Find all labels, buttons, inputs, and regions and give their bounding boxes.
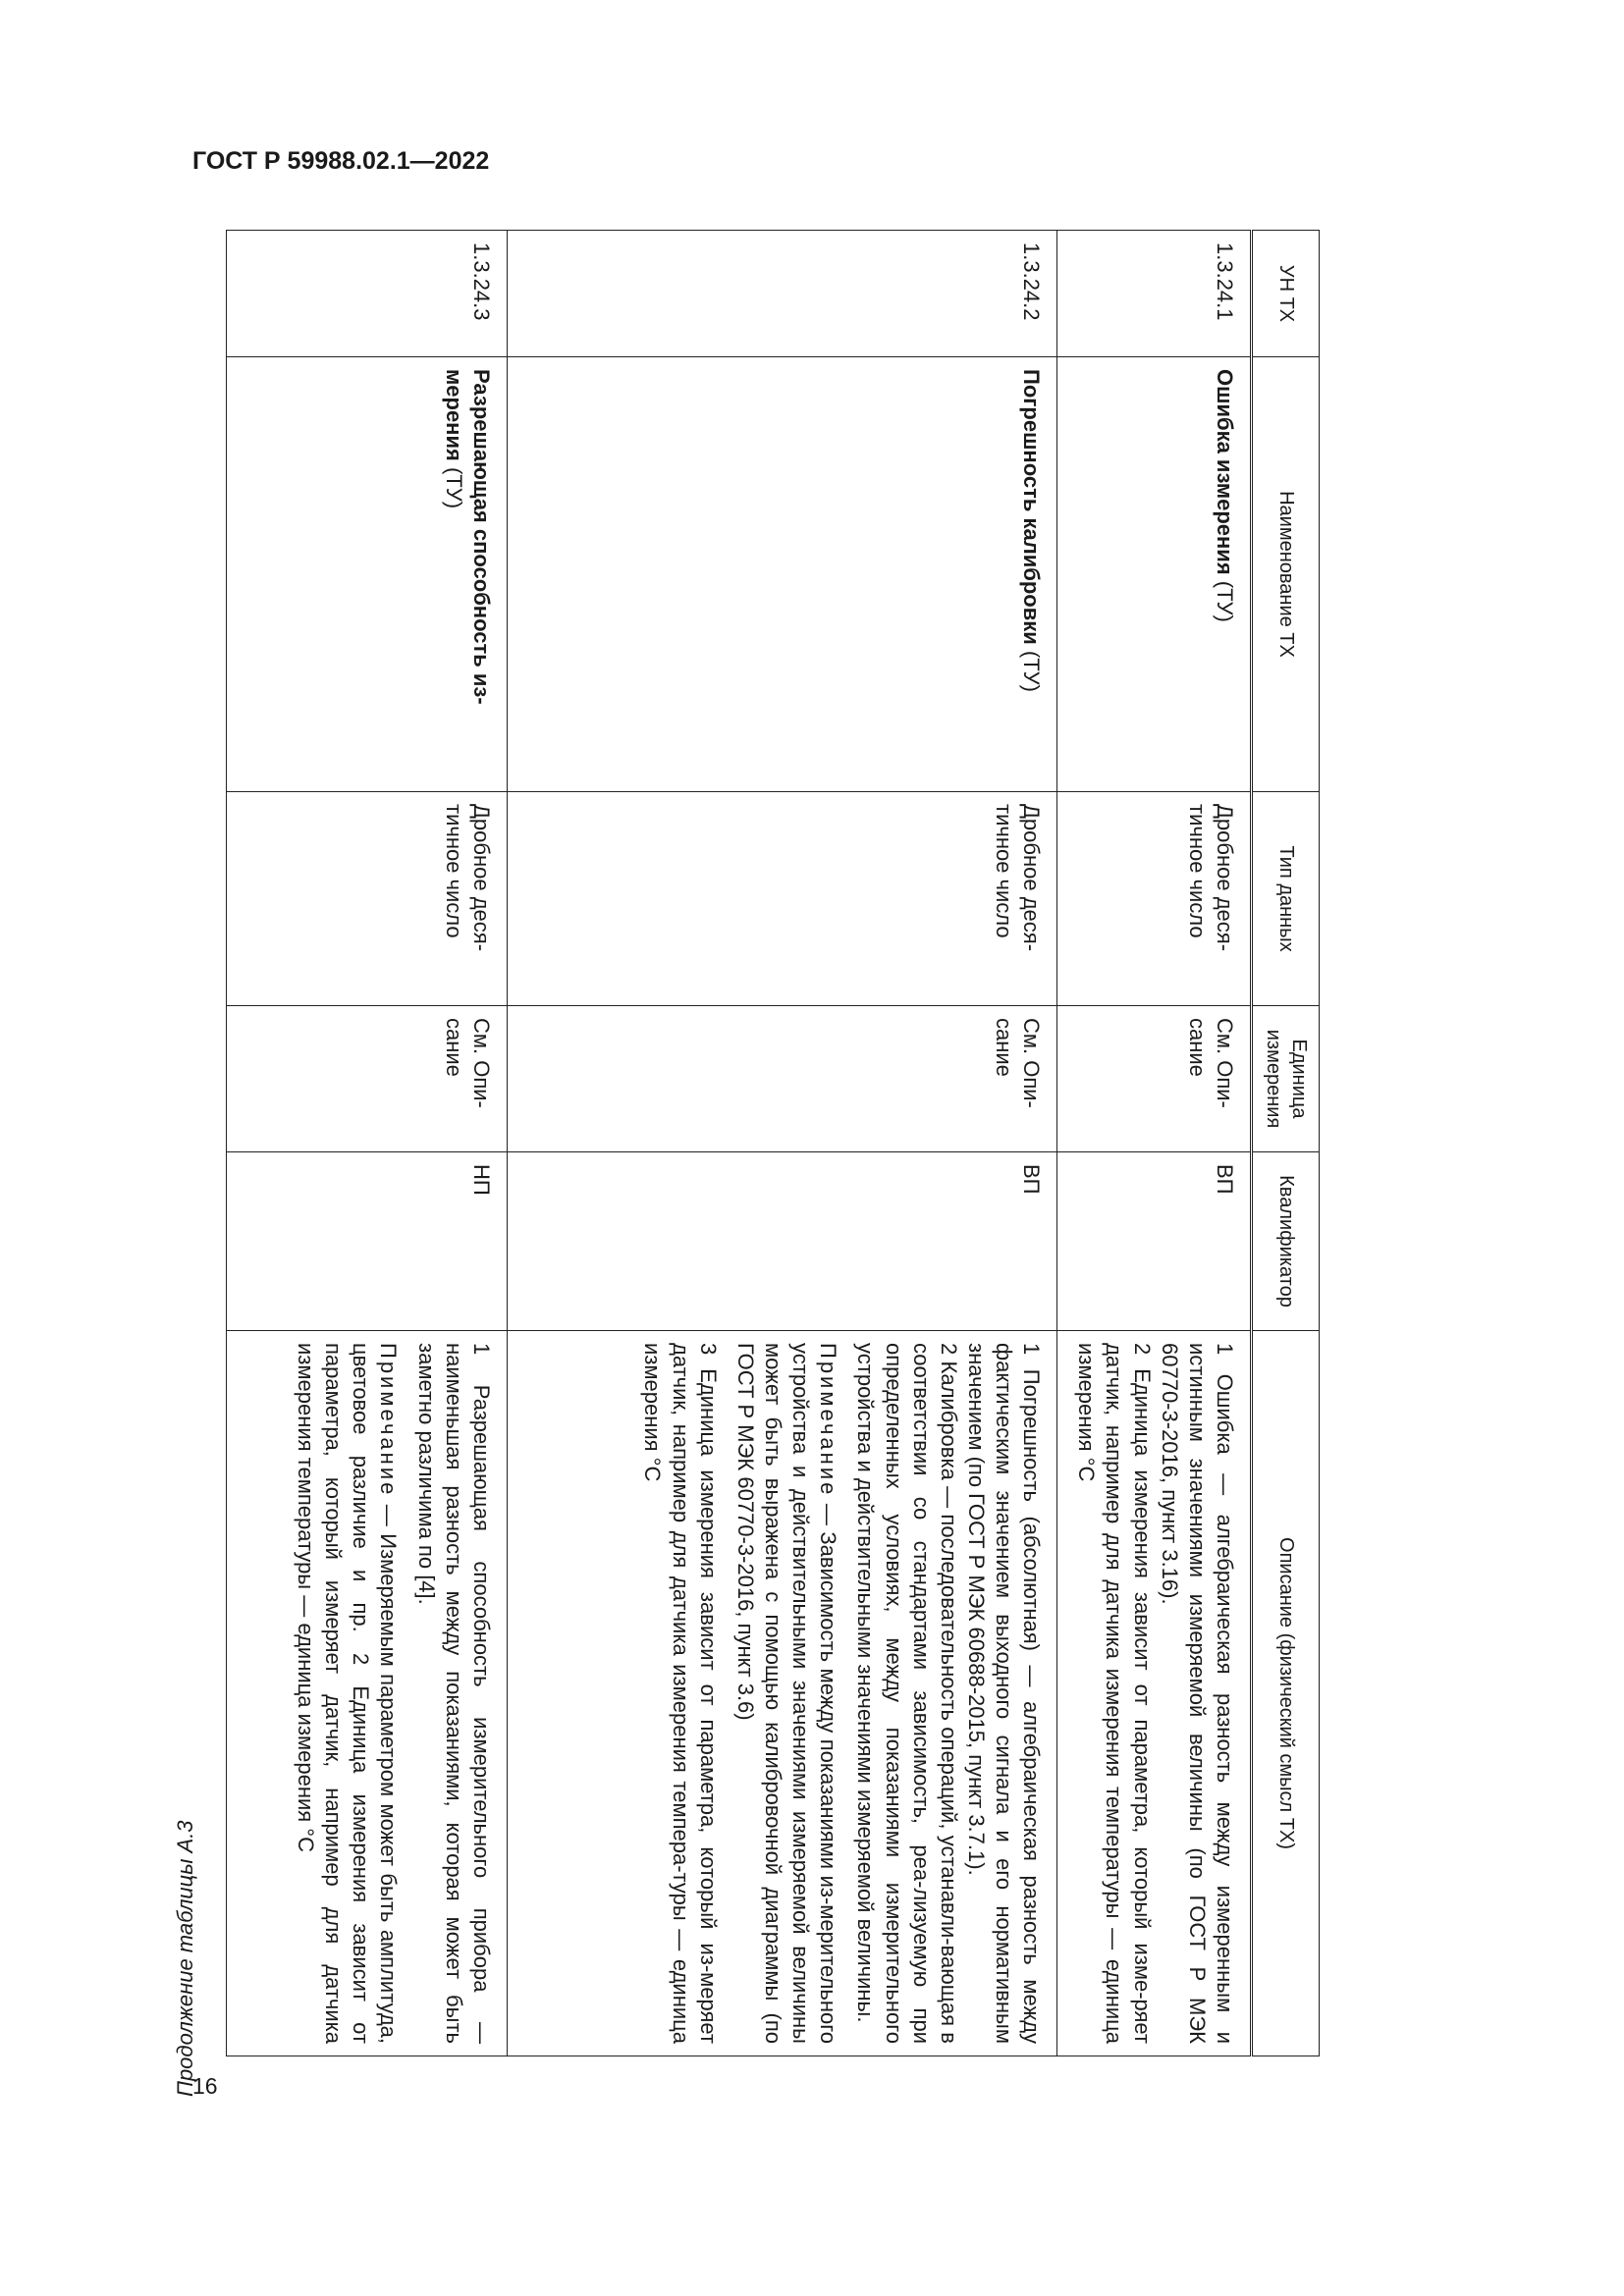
table-row xyxy=(507,231,1057,2056)
desc-paragraph: 1 Погрешность (абсолютная) — алгебраическая разность между фактическим значением выходного сигнала и его нормативным значением (по ГОСТ Р МЭК 60688-2015, пункт 3.7.1). xyxy=(964,1343,1045,2044)
header-unit: Единица измерения xyxy=(1252,1006,1320,1152)
cell-unit: См. Опи-сание xyxy=(227,1006,508,1152)
note-text: — Зависимость между показаниями из-мерительного устройства и действительными значениями измеряемой величины может быть выражена с помощью калибровочной диаграммы (по ГОСТ Р МЭК 60770-3-2016, пункт 3.6) xyxy=(732,1343,841,2044)
characteristics-table xyxy=(226,230,1320,2056)
rotated-table-wrapper xyxy=(226,230,1320,2056)
name-suffix: (ТУ) xyxy=(1019,644,1045,692)
cell-id: 1.3.24.1 xyxy=(1057,231,1252,357)
name-bold: Погрешность калибровки xyxy=(1019,369,1045,645)
header-description: Описание (физический смысл ТХ) xyxy=(1252,1331,1320,2056)
desc-paragraph: 2 Калибровка — последовательность операций, устанавли-вающая в соответствии со стандартами зависимость, реа-лизуемую при определенных условиях, между показаниями измерительного устройства и действительными значениями измеряемой величины. xyxy=(853,1343,961,2044)
cell-unit: См. Опи-сание xyxy=(507,1006,1057,1152)
name-bold: Ошибка измерения xyxy=(1213,369,1237,575)
cell-type: Дробное деся-тичное число xyxy=(1057,792,1252,1006)
cell-type: Дробное деся-тичное число xyxy=(227,792,508,1006)
desc-note xyxy=(731,1343,842,2044)
cell-description xyxy=(507,1331,1057,2056)
table-row xyxy=(227,231,508,2056)
table-continuation-caption: Продолжение таблицы А.3 xyxy=(173,1820,197,2097)
name-bold: Разрешающая способность из-мерения xyxy=(441,369,494,705)
table-header-row xyxy=(1252,231,1320,2056)
cell-unit: См. Опи-сание xyxy=(1057,1006,1252,1152)
note-label: Примечание xyxy=(376,1343,402,1498)
cell-description xyxy=(1057,1331,1252,2056)
cell-name xyxy=(507,357,1057,792)
cell-qualifier: ВП xyxy=(1057,1152,1252,1331)
cell-id: 1.3.24.3 xyxy=(227,231,508,357)
desc-note xyxy=(292,1343,403,2044)
desc-paragraph: 1 Ошибка — алгебраическая разность между измеренным и истинным значениями измеряемой величины (по ГОСТ Р МЭК 60770-3-2016, пункт 3.16). xyxy=(1157,1343,1237,2044)
note-label: Примечание xyxy=(816,1343,841,1498)
cell-type: Дробное деся-тичное число xyxy=(507,792,1057,1006)
name-suffix: (ТУ) xyxy=(441,460,466,509)
desc-paragraph: 2 Единица измерения зависит от параметра, который изме-ряет датчик, например для датчика измерения температуры — единица измерения °С xyxy=(1074,1343,1155,2044)
desc-paragraph: 3 Единица измерения зависит от параметра, который из-меряет датчик, например для датчика измерения темпера-туры — единица измерения °С xyxy=(640,1343,721,2044)
header-qualifier: Квалификатор xyxy=(1252,1152,1320,1331)
header-type: Тип данных xyxy=(1252,792,1320,1006)
name-suffix: (ТУ) xyxy=(1213,574,1237,622)
cell-name xyxy=(227,357,508,792)
desc-paragraph: 1 Разрешающая способность измерительного прибора — наименьшая разность между показаниями, которая может быть заметно различима по [4]. xyxy=(413,1343,494,2044)
cell-qualifier: НП xyxy=(227,1152,508,1331)
cell-description xyxy=(227,1331,508,2056)
cell-id: 1.3.24.2 xyxy=(507,231,1057,357)
cell-name xyxy=(1057,357,1252,792)
table-row xyxy=(1057,231,1252,2056)
page-number: 16 xyxy=(192,2073,218,2099)
cell-qualifier: ВП xyxy=(507,1152,1057,1331)
header-id: УН ТХ xyxy=(1252,231,1320,357)
header-name: Наименование ТХ xyxy=(1252,357,1320,792)
note-text: — Измеряемым параметром может быть амплитуда, цветовое различие и пр. 2 Единица измерения зависит от параметра, который измеряет датчик, например для датчика измерения температуры — единица измерения °С xyxy=(293,1343,402,2044)
document-header: ГОСТ Р 59988.02.1—2022 xyxy=(192,147,490,175)
